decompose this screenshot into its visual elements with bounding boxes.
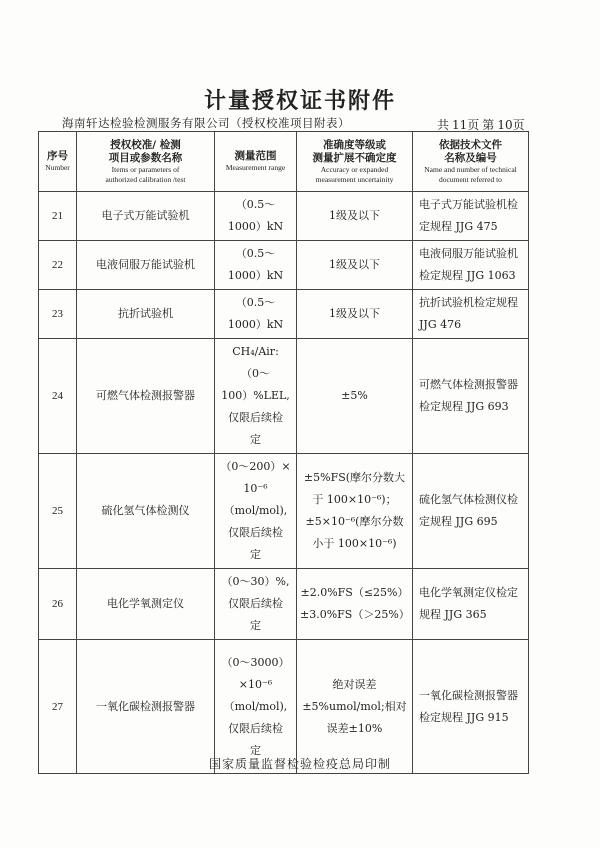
row-range-line: 1000）kN [227, 318, 284, 331]
header-basis-en-2: document referred to [439, 174, 502, 184]
page-prefix: 第 [482, 118, 495, 132]
total-pages: 11页 [452, 118, 480, 132]
row-range [215, 454, 297, 569]
row-item-name: 电化学氧测定仪 [77, 569, 215, 640]
row-accuracy-line: 于 100×10⁻⁶)； [312, 493, 397, 506]
row-number: 27 [39, 640, 77, 774]
header-range [215, 132, 297, 192]
header-accuracy-en-2: measurement uncertainity [315, 174, 394, 184]
row-number: 25 [39, 454, 77, 569]
header-item-en-2: authorized calibration /test [105, 174, 186, 184]
header-accuracy-en-1: Accuracy or expanded [320, 164, 389, 174]
row-range-line: 1000）kN [227, 269, 284, 282]
row-range-line: 仅限后续检 [228, 526, 283, 539]
row-number: 24 [39, 339, 77, 454]
organization-name: 海南轩达检验检测服务有限公司（授权校准项目附表） [62, 116, 350, 130]
row-accuracy-line: ±5%umol/mol;相对 [302, 699, 407, 713]
row-accuracy-line: ±5% [341, 389, 368, 402]
table-row [39, 569, 529, 640]
header-basis-cn-1: 依据技术文件 [439, 138, 502, 151]
row-basis-line: 硫化氢气体检测仪检 [419, 493, 518, 506]
row-accuracy-line: 小于 100×10⁻⁶) [312, 537, 397, 550]
header-basis-en-1: Name and number of technical [424, 164, 517, 174]
row-accuracy-line: ±5×10⁻⁶(摩尔分数 [305, 515, 404, 528]
row-basis-line: 电化学氧测定仪检定 [419, 586, 518, 599]
row-number: 23 [39, 290, 77, 339]
total-prefix: 共 [437, 118, 450, 132]
row-range [215, 192, 297, 241]
header-basis [413, 132, 529, 192]
row-basis-line: 检定规程 JJG 693 [419, 400, 509, 413]
row-range-line: （mol/mol), [223, 504, 288, 517]
row-basis-line: 电子式万能试验机检 [419, 198, 518, 211]
row-basis [413, 192, 529, 241]
row-range-line: （mol/mol), [223, 699, 288, 713]
row-range-line: （0～30）%, [221, 575, 290, 588]
row-range [215, 640, 297, 774]
header-item [77, 132, 215, 192]
footer-printer: 国家质量监督检验检疫总局印制 [208, 757, 391, 771]
row-accuracy [297, 192, 413, 241]
row-item-name: 电子式万能试验机 [77, 192, 215, 241]
row-accuracy [297, 290, 413, 339]
row-item-name: 可燃气体检测报警器 [77, 339, 215, 454]
row-basis-line: 定规程 JJG 695 [419, 515, 498, 528]
row-range-line: 1000）kN [227, 220, 284, 233]
row-range-line: （0～ [241, 367, 270, 380]
row-range-line: 仅限后续检 [228, 411, 283, 424]
row-range-line: 定 [250, 619, 261, 632]
row-number: 21 [39, 192, 77, 241]
row-range-line: CH₄/Air: [232, 345, 279, 358]
row-accuracy [297, 454, 413, 569]
row-accuracy-line: ±5%FS(摩尔分数大 [303, 471, 406, 484]
row-range-line: 定 [250, 433, 261, 446]
row-range-line: （0.5～ [235, 247, 276, 260]
row-accuracy-line: ±2.0%FS（≤25%） [300, 586, 409, 599]
row-accuracy-line: 绝对误差 [332, 677, 377, 691]
row-range-line: 仅限后续检 [228, 721, 283, 735]
header-item-cn-1: 授权校准/ 检测 [110, 138, 181, 151]
table-header-row [39, 132, 529, 192]
row-basis [413, 569, 529, 640]
table-row [39, 241, 529, 290]
row-accuracy-line: 1级及以下 [329, 258, 380, 271]
header-range-cn: 测量范围 [234, 150, 277, 162]
header-item-en-1: Items or parameters of [111, 164, 180, 174]
row-basis-line: 定规程 JJG 475 [419, 220, 498, 233]
header-accuracy-cn-2: 测量扩展不确定度 [312, 151, 397, 164]
row-range-line: 定 [250, 548, 261, 561]
row-range [215, 241, 297, 290]
row-basis-line: 检定规程 JJG 1063 [419, 269, 516, 282]
row-range-line: ×10⁻⁶ [238, 677, 273, 691]
row-range-line: （0～3000） [221, 655, 290, 669]
header-item-cn-2: 项目或参数名称 [108, 151, 183, 164]
header-number-en: Number [45, 163, 70, 172]
row-number: 22 [39, 241, 77, 290]
row-accuracy [297, 640, 413, 774]
row-accuracy [297, 241, 413, 290]
header-accuracy-cn-1: 准确度等级或 [323, 138, 386, 151]
row-range-line: 100）%LEL, [221, 389, 290, 402]
document-title: 计量授权证书附件 [203, 88, 396, 114]
row-item-name: 电液伺服万能试验机 [77, 241, 215, 290]
row-accuracy-line: ±3.0%FS（＞25%） [300, 608, 410, 621]
row-range-line: （0～200）× [220, 460, 291, 473]
row-item-name: 硫化氢气体检测仪 [77, 454, 215, 569]
header-basis-cn-2: 名称及编号 [444, 151, 497, 164]
header-range-en: Measurement range [225, 163, 286, 172]
row-basis-line: 一氧化碳检测报警器 [419, 688, 518, 702]
row-basis [413, 640, 529, 774]
row-range-line: （0.5～ [235, 198, 276, 211]
row-basis-line: 电液伺服万能试验机 [419, 247, 518, 260]
row-basis-line: 规程 JJG 365 [419, 608, 487, 621]
table-body [39, 192, 529, 774]
row-range [215, 569, 297, 640]
row-basis [413, 290, 529, 339]
row-range [215, 290, 297, 339]
row-range [215, 339, 297, 454]
row-basis-line: 检定规程 JJG 915 [419, 710, 509, 724]
current-page: 10页 [497, 118, 525, 132]
header-number-cn: 序号 [47, 150, 68, 162]
table-row [39, 640, 529, 774]
row-number: 26 [39, 569, 77, 640]
authorization-table [38, 131, 529, 774]
row-accuracy-line: 误差±10% [326, 721, 383, 735]
row-basis-line: JJG 476 [419, 318, 462, 331]
table-row [39, 454, 529, 569]
row-item-name: 一氧化碳检测报警器 [77, 640, 215, 774]
table-row [39, 339, 529, 454]
row-accuracy [297, 339, 413, 454]
table-row [39, 192, 529, 241]
row-accuracy [297, 569, 413, 640]
row-basis-line: 可燃气体检测报警器 [419, 378, 518, 391]
row-basis [413, 454, 529, 569]
row-accuracy-line: 1级及以下 [329, 209, 380, 222]
row-accuracy-line: 1级及以下 [329, 307, 380, 320]
header-accuracy [297, 132, 413, 192]
header-number [39, 132, 77, 192]
row-basis [413, 339, 529, 454]
table-row [39, 290, 529, 339]
row-range-line: （0.5～ [235, 296, 276, 309]
row-range-line: 定 [250, 743, 261, 757]
row-range-line: 10⁻⁶ [243, 482, 268, 495]
row-range-line: 仅限后续检 [228, 597, 283, 610]
row-basis-line: 抗折试验机检定规程 [419, 296, 518, 309]
row-item-name: 抗折试验机 [77, 290, 215, 339]
row-basis [413, 241, 529, 290]
